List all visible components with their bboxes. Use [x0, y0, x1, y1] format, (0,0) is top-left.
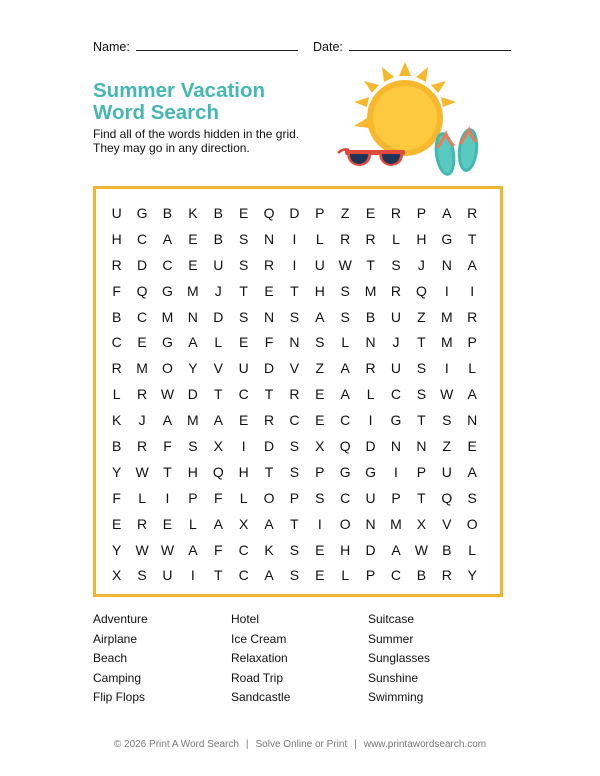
grid-cell[interactable]: C — [340, 489, 351, 506]
grid-cell[interactable]: T — [417, 412, 426, 429]
grid-cell[interactable]: I — [444, 360, 449, 377]
grid-cell[interactable]: H — [314, 282, 325, 299]
word-item: Camping — [93, 670, 142, 685]
grid-cell[interactable]: T — [213, 567, 223, 584]
grid-cell[interactable]: D — [137, 256, 148, 273]
grid-cell[interactable]: S — [289, 463, 300, 480]
grid-cell[interactable]: S — [340, 282, 350, 299]
grid-cell[interactable]: E — [137, 334, 147, 351]
grid-cell[interactable]: J — [392, 334, 400, 351]
grid-cell[interactable]: E — [365, 205, 376, 221]
date-field[interactable] — [313, 38, 511, 54]
grid-cell[interactable]: R — [111, 256, 122, 273]
grid-cell[interactable]: V — [442, 515, 452, 532]
grid-cell[interactable]: N — [187, 308, 198, 325]
grid-cell[interactable]: M — [440, 334, 453, 351]
grid-cell[interactable]: Y — [467, 567, 477, 584]
grid-cell[interactable]: T — [467, 230, 477, 247]
grid-cell[interactable]: H — [238, 463, 249, 480]
grid-cell[interactable]: A — [467, 256, 477, 273]
grid-cell[interactable]: G — [441, 230, 453, 247]
grid-cell[interactable]: A — [264, 515, 274, 532]
grid-cell[interactable]: R — [441, 567, 452, 584]
grid-cell[interactable]: D — [365, 438, 376, 455]
grid-cell[interactable]: Y — [188, 360, 198, 377]
grid-cell[interactable]: R — [365, 360, 376, 377]
grid-cell[interactable]: G — [390, 412, 402, 429]
grid-cell[interactable]: U — [314, 256, 325, 273]
word-item: Hotel — [231, 612, 260, 626]
word-column-2 — [231, 612, 290, 710]
grid-cell[interactable]: H — [187, 463, 198, 480]
grid-cell[interactable]: Z — [340, 205, 350, 221]
grid-cell[interactable]: Q — [263, 205, 275, 221]
grid-cell[interactable]: A — [188, 541, 198, 558]
grid-cell[interactable]: O — [263, 489, 275, 506]
grid-cell[interactable]: D — [289, 205, 300, 221]
grid-cell[interactable]: M — [390, 515, 402, 532]
grid-cell[interactable]: L — [341, 334, 350, 351]
grid-cell[interactable]: Z — [315, 360, 325, 377]
grid-cell[interactable]: I — [470, 282, 475, 299]
grid-cell[interactable]: E — [162, 515, 173, 532]
grid-cell[interactable]: A — [162, 412, 173, 429]
grid-cell[interactable]: G — [365, 463, 377, 480]
grid-cell[interactable]: P — [365, 567, 376, 584]
grid-cell[interactable]: Q — [136, 282, 148, 299]
grid-cell[interactable]: T — [290, 515, 299, 532]
grid-cell[interactable]: S — [442, 412, 452, 429]
grid-cell[interactable]: E — [315, 567, 325, 584]
grid-cell[interactable]: I — [368, 412, 373, 429]
grid-cell[interactable]: T — [239, 282, 248, 299]
grid-cell[interactable]: A — [340, 386, 350, 403]
grid-cell[interactable]: W — [135, 463, 149, 480]
date-label: Date: — [313, 40, 343, 54]
grid-cell[interactable]: R — [467, 308, 478, 325]
grid-cell[interactable]: R — [390, 205, 402, 221]
grid-cell[interactable]: U — [162, 567, 173, 584]
grid-cell[interactable]: L — [112, 386, 121, 403]
grid-cell[interactable]: A — [391, 541, 401, 558]
title-line-1: Summer Vacation — [93, 79, 266, 102]
grid-cell[interactable]: S — [238, 256, 249, 273]
grid-cell[interactable]: X — [112, 567, 122, 584]
title-line-2: Word Search — [93, 101, 220, 124]
grid-cell[interactable]: P — [416, 463, 427, 480]
grid-cell[interactable]: A — [213, 515, 223, 532]
grid-cell[interactable]: Y — [112, 463, 122, 480]
grid-cell[interactable]: D — [213, 308, 224, 325]
grid-cell[interactable]: P — [289, 489, 300, 506]
word-search-grid — [104, 201, 485, 589]
word-item: Airplane — [93, 631, 138, 646]
grid-cell[interactable]: D — [263, 438, 275, 455]
grid-cell[interactable]: W — [414, 541, 428, 558]
word-item: Summer — [368, 631, 414, 646]
grid-cell[interactable]: H — [111, 230, 122, 247]
sunglasses-icon — [338, 149, 405, 166]
grid-cell[interactable]: I — [190, 567, 195, 584]
date-line[interactable] — [349, 38, 511, 51]
grid-cell[interactable]: W — [160, 386, 175, 403]
grid-cell[interactable]: E — [238, 334, 249, 351]
grid-cell[interactable]: K — [112, 412, 122, 429]
grid-cell[interactable]: E — [238, 412, 249, 429]
grid-cell[interactable]: J — [138, 412, 146, 429]
grid-cell[interactable]: M — [161, 308, 174, 325]
summer-illustration — [335, 60, 485, 180]
grid-cell[interactable]: S — [188, 438, 198, 455]
grid-cell[interactable]: P — [391, 489, 401, 506]
grid-cell[interactable]: E — [112, 515, 122, 532]
flip-flops-icon — [432, 127, 480, 177]
grid-cell[interactable]: N — [441, 256, 452, 273]
grid-cell[interactable]: R — [137, 515, 148, 532]
grid-cell[interactable]: U — [390, 360, 402, 377]
word-column-3 — [368, 612, 430, 710]
word-item: Adventure — [93, 612, 148, 626]
grid-cell[interactable]: N — [467, 412, 478, 429]
grid-cell[interactable]: K — [264, 541, 274, 558]
grid-cell[interactable]: A — [340, 360, 350, 377]
grid-cell[interactable]: C — [137, 308, 148, 325]
grid-cell[interactable]: E — [315, 412, 325, 429]
grid-cell[interactable]: T — [290, 282, 299, 299]
name-label: Name: — [93, 40, 130, 54]
grid-cell[interactable]: N — [416, 438, 427, 455]
grid-cell[interactable]: F — [213, 541, 223, 558]
grid-cell[interactable]: R — [263, 412, 275, 429]
word-item: Sunglasses — [368, 651, 431, 665]
grid-cell[interactable]: X — [213, 438, 223, 455]
grid-cell[interactable]: A — [467, 386, 477, 403]
grid-cell[interactable]: J — [214, 282, 222, 299]
grid-cell[interactable]: U — [390, 308, 402, 325]
grid-cell[interactable]: C — [340, 412, 351, 429]
grid-cell[interactable]: H — [340, 541, 351, 558]
grid-cell[interactable]: E — [315, 541, 325, 558]
grid-cell[interactable]: D — [263, 360, 275, 377]
grid-cell[interactable]: F — [213, 489, 223, 506]
grid-cell[interactable]: B — [213, 230, 223, 247]
grid-cell[interactable]: Q — [212, 463, 224, 480]
grid-cell[interactable]: C — [111, 334, 122, 351]
word-item: Flip Flops — [93, 690, 146, 704]
grid-cell[interactable]: S — [467, 489, 477, 506]
grid-cell[interactable]: Y — [112, 541, 122, 558]
grid-cell[interactable]: G — [136, 205, 148, 221]
grid-cell[interactable]: R — [137, 386, 148, 403]
grid-cell[interactable]: C — [162, 256, 173, 273]
grid-cell[interactable]: R — [340, 230, 351, 247]
grid-cell[interactable]: T — [264, 463, 274, 480]
grid-cell[interactable]: C — [238, 386, 249, 403]
grid-cell[interactable]: P — [188, 489, 198, 506]
word-search-grid-frame — [93, 186, 503, 597]
grid-cell[interactable]: L — [392, 230, 400, 247]
grid-cell[interactable]: R — [111, 360, 122, 377]
grid-cell[interactable]: B — [162, 205, 173, 221]
grid-cell[interactable]: L — [468, 360, 477, 377]
grid-cell[interactable]: B — [442, 541, 452, 558]
footer-copyright: © 2026 Print A Word Search — [113, 739, 239, 750]
page-title — [93, 80, 265, 124]
grid-cell[interactable]: P — [416, 205, 427, 221]
grid-cell[interactable]: P — [467, 334, 477, 351]
grid-cell[interactable]: E — [467, 438, 477, 455]
grid-cell[interactable]: O — [466, 515, 478, 532]
word-item: Sunshine — [368, 670, 419, 685]
instructions-line-1: Find all of the words hidden in the grid. — [93, 127, 300, 141]
word-item: Road Trip — [231, 670, 284, 685]
grid-cell[interactable]: E — [264, 282, 274, 299]
grid-cell[interactable]: I — [317, 515, 322, 532]
grid-cell[interactable]: R — [365, 230, 376, 247]
grid-cell[interactable]: F — [112, 282, 121, 299]
grid-cell[interactable]: L — [239, 489, 248, 506]
grid-cell[interactable]: S — [238, 308, 249, 325]
grid-cell[interactable]: N — [365, 515, 376, 532]
footer — [0, 739, 600, 750]
grid-cell[interactable]: T — [163, 463, 172, 480]
grid-cell[interactable]: L — [138, 489, 146, 506]
grid-cell[interactable]: V — [289, 360, 300, 377]
grid-cell[interactable]: L — [214, 334, 223, 351]
grid-cell[interactable]: C — [238, 541, 249, 558]
grid-cell[interactable]: W — [338, 256, 352, 273]
grid-cell[interactable]: M — [136, 360, 148, 377]
grid-cell[interactable]: H — [416, 230, 427, 247]
grid-cell[interactable]: S — [289, 438, 300, 455]
grid-cell[interactable]: I — [165, 489, 170, 506]
grid-cell[interactable]: L — [341, 567, 350, 584]
grid-cell[interactable]: D — [187, 386, 198, 403]
grid-cell[interactable]: A — [162, 230, 173, 247]
grid-cell[interactable]: D — [365, 541, 376, 558]
grid-cell[interactable]: E — [188, 230, 198, 247]
grid-cell[interactable]: U — [238, 360, 249, 377]
grid-cell[interactable]: R — [390, 282, 402, 299]
grid-cell[interactable]: Q — [339, 438, 351, 455]
grid-cell[interactable]: A — [442, 205, 452, 221]
grid-cell[interactable]: S — [289, 567, 300, 584]
footer-tagline: Solve Online or Print — [255, 739, 348, 750]
instructions — [93, 127, 299, 155]
word-item: Ice Cream — [231, 631, 287, 646]
grid-cell[interactable]: I — [292, 230, 297, 247]
grid-cell[interactable]: S — [238, 230, 249, 247]
grid-cell[interactable]: T — [417, 489, 426, 506]
grid-cell[interactable]: U — [365, 489, 376, 506]
word-item: Suitcase — [368, 612, 415, 626]
grid-cell[interactable]: X — [315, 438, 325, 455]
grid-cell[interactable]: S — [416, 386, 427, 403]
grid-cell[interactable]: C — [137, 230, 148, 247]
grid-cell[interactable]: X — [416, 515, 427, 532]
name-line[interactable] — [136, 38, 298, 51]
grid-cell[interactable]: B — [112, 308, 122, 325]
grid-cell[interactable]: S — [340, 308, 350, 325]
grid-cell[interactable]: X — [238, 515, 249, 532]
grid-cell[interactable]: A — [467, 463, 477, 480]
grid-cell[interactable]: T — [417, 334, 426, 351]
grid-cell[interactable]: V — [213, 360, 223, 377]
grid-cell[interactable]: S — [289, 308, 300, 325]
grid-cell[interactable]: U — [441, 463, 452, 480]
grid-cell[interactable]: C — [390, 567, 402, 584]
grid-cell[interactable]: N — [263, 308, 275, 325]
grid-cell[interactable]: S — [391, 256, 401, 273]
grid-cell[interactable]: A — [213, 412, 223, 429]
grid-cell[interactable]: F — [112, 489, 121, 506]
grid-cell[interactable]: W — [135, 541, 149, 558]
grid-cell[interactable]: A — [188, 334, 198, 351]
grid-cell[interactable]: E — [238, 205, 249, 221]
grid-cell[interactable]: K — [188, 205, 198, 221]
grid-cell[interactable]: P — [315, 205, 325, 221]
grid-cell[interactable]: T — [366, 256, 375, 273]
grid-cell[interactable]: B — [112, 438, 122, 455]
grid-cell[interactable]: A — [315, 308, 325, 325]
grid-cell[interactable]: W — [440, 386, 454, 403]
grid-cell[interactable]: Q — [441, 489, 453, 506]
grid-cell[interactable]: C — [238, 567, 249, 584]
grid-cell[interactable]: R — [137, 438, 148, 455]
grid-cell[interactable]: M — [440, 308, 453, 325]
grid-cell[interactable]: W — [160, 541, 175, 558]
grid-cell[interactable]: E — [188, 256, 198, 273]
grid-cell[interactable]: Z — [417, 308, 426, 325]
grid-cell[interactable]: I — [444, 282, 449, 299]
grid-cell[interactable]: L — [468, 541, 477, 558]
name-field[interactable] — [93, 38, 298, 54]
grid-cell[interactable]: N — [263, 230, 275, 247]
grid-cell[interactable]: M — [364, 282, 377, 299]
grid-cell[interactable]: U — [213, 256, 224, 273]
word-item: Swimming — [368, 690, 424, 704]
word-item: Beach — [93, 651, 128, 665]
grid-cell[interactable]: L — [366, 386, 375, 403]
grid-cell[interactable]: I — [394, 463, 398, 480]
grid-cell[interactable]: R — [467, 205, 478, 221]
grid-cell[interactable]: F — [163, 438, 172, 455]
footer-website: www.printawordsearch.com — [363, 739, 487, 750]
instructions-line-2: They may go in any direction. — [93, 141, 250, 155]
grid-cell[interactable]: U — [111, 205, 122, 221]
grid-cell[interactable]: T — [264, 386, 274, 403]
grid-cell[interactable]: N — [365, 334, 376, 351]
grid-cell[interactable]: S — [137, 567, 147, 584]
grid-cell[interactable]: O — [162, 360, 173, 377]
footer-separator: | — [354, 739, 357, 750]
grid-cell[interactable]: S — [416, 360, 427, 377]
word-item: Sandcastle — [231, 690, 291, 704]
grid-cell[interactable]: L — [315, 230, 324, 247]
grid-cell[interactable]: C — [390, 386, 402, 403]
grid-cell[interactable]: R — [263, 256, 275, 273]
grid-cell[interactable]: P — [315, 463, 325, 480]
grid-cell[interactable]: N — [390, 438, 402, 455]
grid-cell[interactable]: B — [416, 567, 427, 584]
grid-cell[interactable]: E — [315, 386, 325, 403]
grid-cell[interactable]: I — [241, 438, 246, 455]
grid-cell[interactable]: O — [339, 515, 351, 532]
grid-cell[interactable]: M — [187, 282, 199, 299]
grid-cell[interactable]: L — [188, 515, 197, 532]
grid-cell[interactable]: S — [315, 334, 325, 351]
grid-cell[interactable]: C — [289, 412, 300, 429]
grid-cell[interactable]: B — [213, 205, 223, 221]
grid-cell[interactable]: B — [365, 308, 376, 325]
grid-cell[interactable]: F — [264, 334, 274, 351]
grid-cell[interactable]: G — [339, 463, 351, 480]
grid-cell[interactable]: M — [187, 412, 199, 429]
grid-cell[interactable]: Z — [442, 438, 452, 455]
grid-cell[interactable]: Q — [415, 282, 427, 299]
grid-cell[interactable]: J — [417, 256, 425, 273]
grid-cell[interactable]: N — [289, 334, 300, 351]
footer-separator: | — [245, 739, 249, 750]
grid-cell[interactable]: G — [162, 282, 173, 299]
grid-cell[interactable]: T — [213, 386, 223, 403]
grid-cell[interactable]: I — [292, 256, 297, 273]
word-item: Relaxation — [231, 651, 288, 665]
grid-cell[interactable]: R — [289, 386, 300, 403]
grid-cell[interactable]: S — [315, 489, 325, 506]
grid-cell[interactable]: G — [162, 334, 173, 351]
grid-cell[interactable]: A — [264, 567, 274, 584]
word-column-1 — [93, 612, 148, 710]
grid-cell[interactable]: S — [289, 541, 300, 558]
